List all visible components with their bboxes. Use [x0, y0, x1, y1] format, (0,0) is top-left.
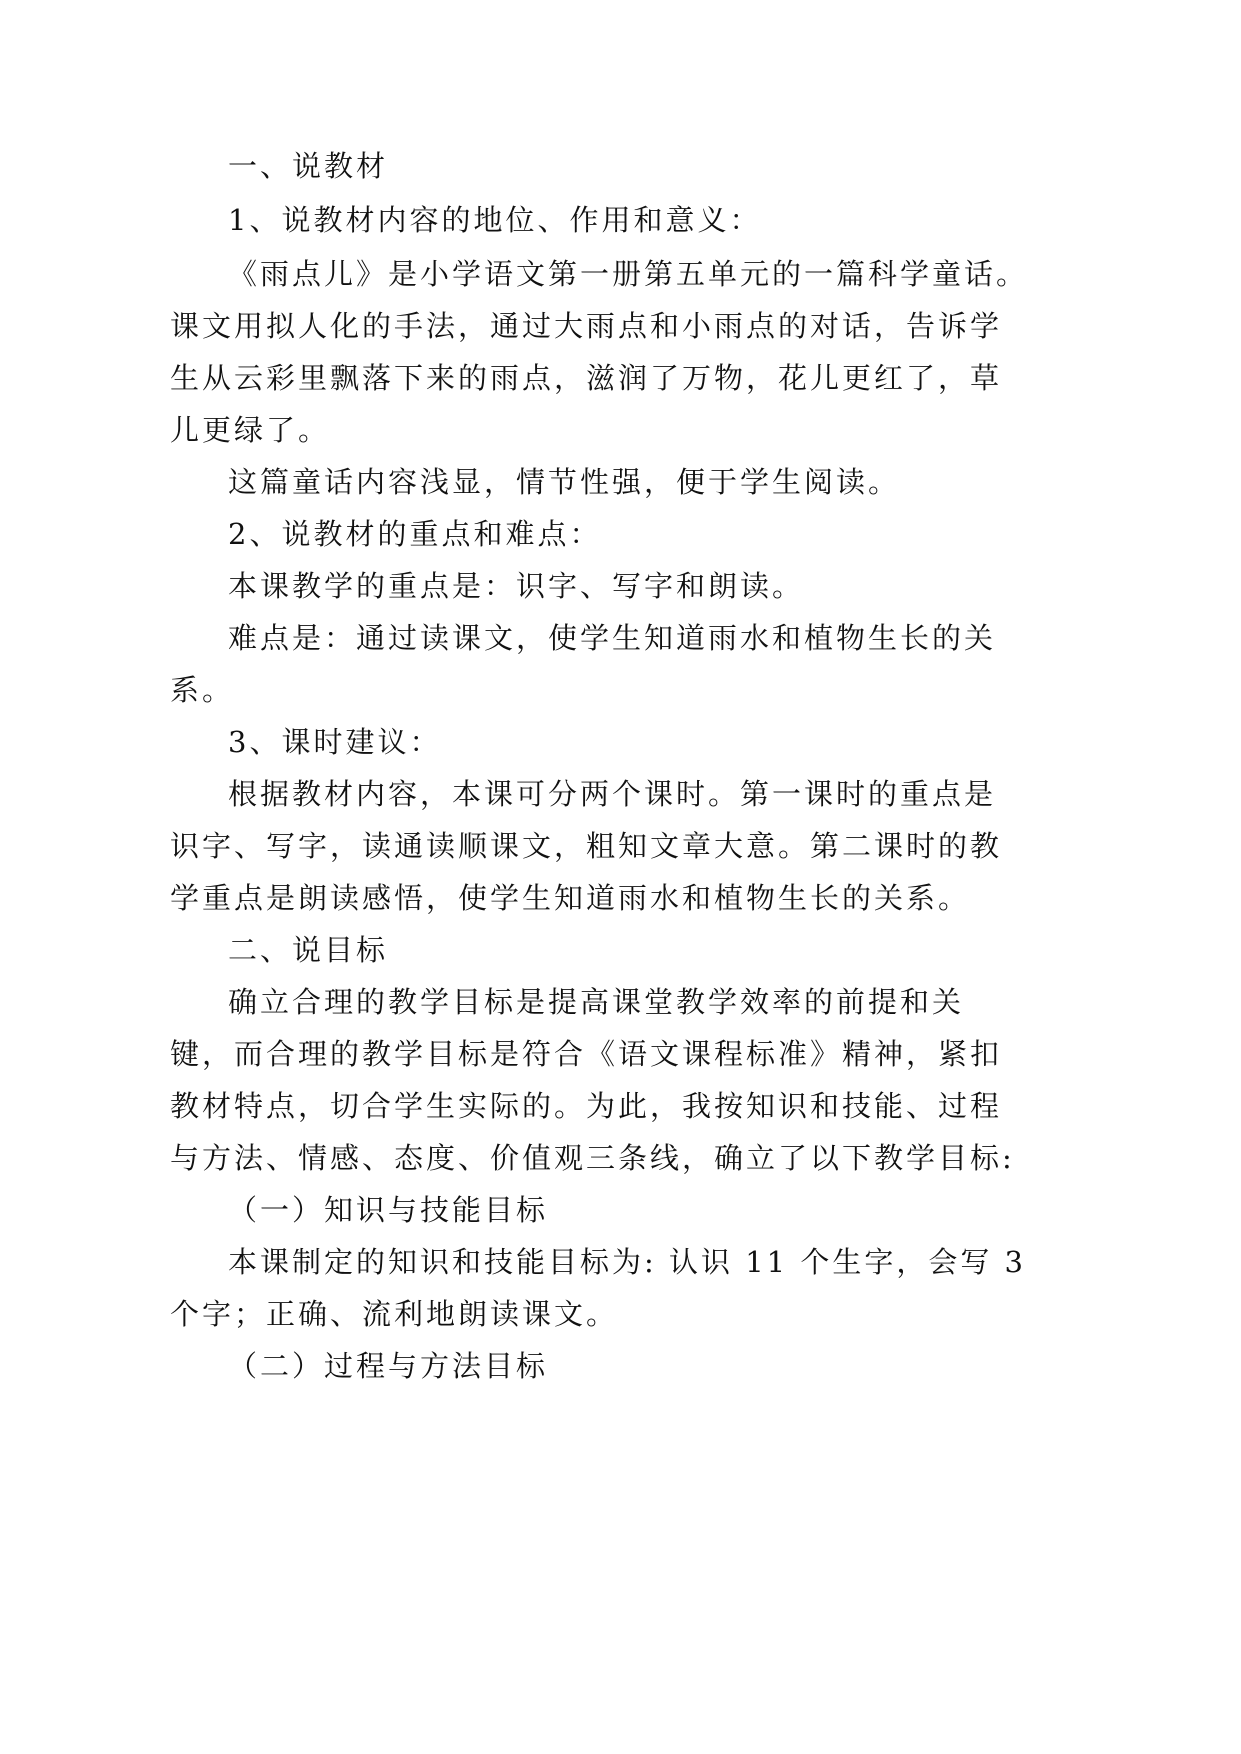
paragraph-line: 与方法、情感、态度、价值观三条线，确立了以下教学目标: — [170, 1141, 1015, 1175]
paragraph-line: 本课制定的知识和技能目标为: 认识 11 个生字，会写 3 — [228, 1245, 1026, 1279]
paragraph-line: 《雨点儿》是小学语文第一册第五单元的一篇科学童话。 — [228, 257, 1029, 291]
paragraph-line: 本课教学的重点是：识字、写字和朗读。 — [228, 569, 805, 603]
heading-shuo-mubiao: 二、说目标 — [228, 933, 389, 967]
paragraph-line: 确立合理的教学目标是提高课堂教学效率的前提和关 — [228, 985, 965, 1019]
paragraph-line: 这篇童话内容浅显，情节性强，便于学生阅读。 — [228, 465, 901, 499]
paragraph-line: 课文用拟人化的手法，通过大雨点和小雨点的对话，告诉学 — [170, 309, 1003, 343]
subheading-knowledge-skills: （一）知识与技能目标 — [228, 1193, 549, 1227]
paragraph-line: 儿更绿了。 — [170, 413, 331, 447]
paragraph-line: 根据教材内容，本课可分两个课时。第一课时的重点是 — [228, 777, 997, 811]
subheading-key-points: 2、说教材的重点和难点： — [228, 517, 602, 551]
paragraph-line: 系。 — [170, 673, 235, 707]
paragraph-line: 识字、写字，读通读顺课文，粗知文章大意。第二课时的教 — [170, 829, 1003, 863]
subheading-class-hours: 3、课时建议： — [228, 725, 442, 759]
paragraph-line: 学重点是朗读感悟，使学生知道雨水和植物生长的关系。 — [170, 881, 971, 915]
paragraph-line: 难点是：通过读课文，使学生知道雨水和植物生长的关 — [228, 621, 997, 655]
heading-shuo-jiaocai: 一、说教材 — [228, 149, 389, 183]
paragraph-line: 键，而合理的教学目标是符合《语文课程标准》精神，紧扣 — [170, 1037, 1003, 1071]
paragraph-line: 个字；正确、流利地朗读课文。 — [170, 1297, 619, 1331]
paragraph-line: 教材特点，切合学生实际的。为此，我按知识和技能、过程 — [170, 1089, 1003, 1123]
subheading-process-method: （二）过程与方法目标 — [228, 1349, 549, 1383]
subheading-material-position: 1、说教材内容的地位、作用和意义： — [228, 203, 762, 237]
paragraph-line: 生从云彩里飘落下来的雨点，滋润了万物，花儿更红了，草 — [170, 361, 1003, 395]
